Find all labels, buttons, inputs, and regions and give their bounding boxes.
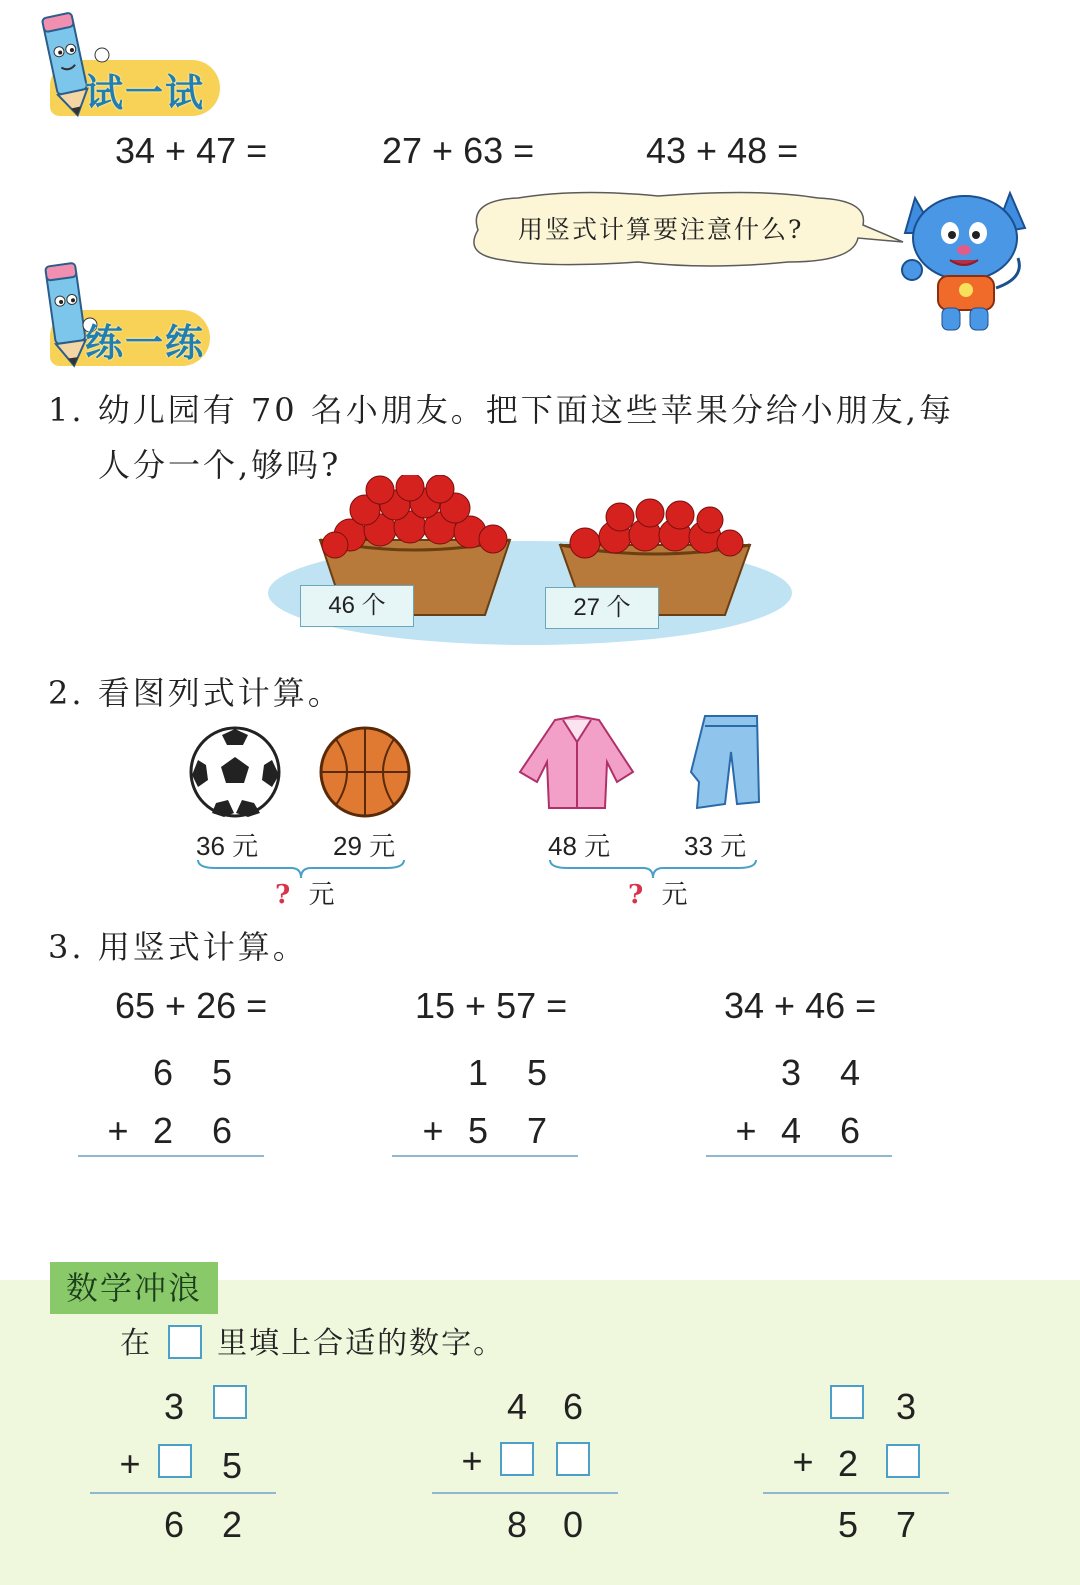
vertical-equation-3: 34 + 46 = [724,985,877,1026]
sum-line [432,1492,618,1494]
jeans-icon [685,712,770,812]
problem-1-line-1: 1. 幼儿园有 70 名小朋友。把下面这些苹果分给小朋友,每 [48,391,954,429]
sum-question-2 [628,874,688,911]
digit-tens: 2 [152,1110,174,1151]
problem-3-title: 3. 用竖式计算。 [48,928,308,966]
blank-digit-input[interactable] [830,1385,864,1419]
problem-1-line-2: 人分一个,够吗? [98,446,342,484]
result-tens: 8 [506,1504,528,1545]
blank-digit-input[interactable] [500,1442,534,1476]
try-equation-1: 34 + 47 = [115,130,268,171]
try-equation-3: 43 + 48 = [646,130,799,171]
basket-1-label: 46 个 [300,585,414,627]
jeans-price: 33 元 [684,831,747,861]
digit-ones: 5 [211,1052,233,1093]
soccer-ball-icon [188,725,283,820]
result-ones: 2 [221,1504,243,1545]
digit-tens: 3 [163,1386,185,1427]
try-section-title: 试一试 [85,71,206,115]
sum-line [78,1155,264,1157]
result-ones: 7 [895,1504,917,1545]
try-section-header [10,10,220,120]
digit-ones: 5 [526,1052,548,1093]
practice-section-title: 练一练 [85,321,206,365]
instruction-after: 里填上合适的数字。 [217,1326,506,1361]
digit-ones: 3 [895,1386,917,1427]
digit-ones: 5 [221,1445,243,1486]
plus-sign: + [461,1440,483,1481]
digit-ones: 4 [839,1052,861,1093]
question-mark: ? [275,880,291,910]
digit-tens: 1 [467,1052,489,1093]
sum-line [706,1155,892,1157]
vertical-equation-2: 15 + 57 = [415,985,568,1026]
math-surf-title: 数学冲浪 [50,1262,218,1314]
digit-tens: 5 [467,1110,489,1151]
plus-sign: + [422,1110,444,1151]
result-tens: 5 [837,1504,859,1545]
plus-sign: + [735,1110,757,1151]
speech-bubble-text: 用竖式计算要注意什么? [518,215,804,244]
sum-question-1 [275,874,335,911]
blank-digit-input[interactable] [158,1444,192,1478]
digit-tens: 4 [506,1386,528,1427]
unit-yuan: 元 [661,880,688,910]
vertical-equation-1: 65 + 26 = [115,985,268,1026]
basket-2-label: 27 个 [545,587,659,629]
digit-tens: 2 [837,1443,859,1484]
question-mark: ? [628,880,644,910]
sum-line [90,1492,276,1494]
result-ones: 0 [562,1504,584,1545]
blank-digit-input[interactable] [556,1442,590,1476]
unit-yuan: 元 [308,880,335,910]
digit-ones: 6 [839,1110,861,1151]
blank-digit-input[interactable] [213,1385,247,1419]
plus-sign: + [792,1441,814,1482]
plus-sign: + [119,1443,141,1484]
jacket-price: 48 元 [548,831,611,861]
basketball-icon [318,725,413,820]
sum-line [763,1492,949,1494]
cat-mascot-icon [900,178,1030,338]
digit-tens: 6 [152,1052,174,1093]
surf-instruction [120,1318,505,1362]
sum-line [392,1155,578,1157]
try-equation-2: 27 + 63 = [382,130,535,171]
practice-section-header [10,260,220,370]
pink-jacket-icon [515,712,640,812]
soccer-ball-price: 36 元 [196,831,259,861]
digit-ones: 6 [562,1386,584,1427]
blank-digit-input[interactable] [886,1444,920,1478]
result-tens: 6 [163,1504,185,1545]
digit-tens: 4 [780,1110,802,1151]
digit-tens: 3 [780,1052,802,1093]
plus-sign: + [107,1110,129,1151]
basketball-price: 29 元 [333,831,396,861]
problem-2-title: 2. 看图列式计算。 [48,674,343,712]
instruction-before: 在 [120,1326,152,1361]
digit-ones: 7 [526,1110,548,1151]
digit-ones: 6 [211,1110,233,1151]
blank-box-example [168,1325,202,1359]
